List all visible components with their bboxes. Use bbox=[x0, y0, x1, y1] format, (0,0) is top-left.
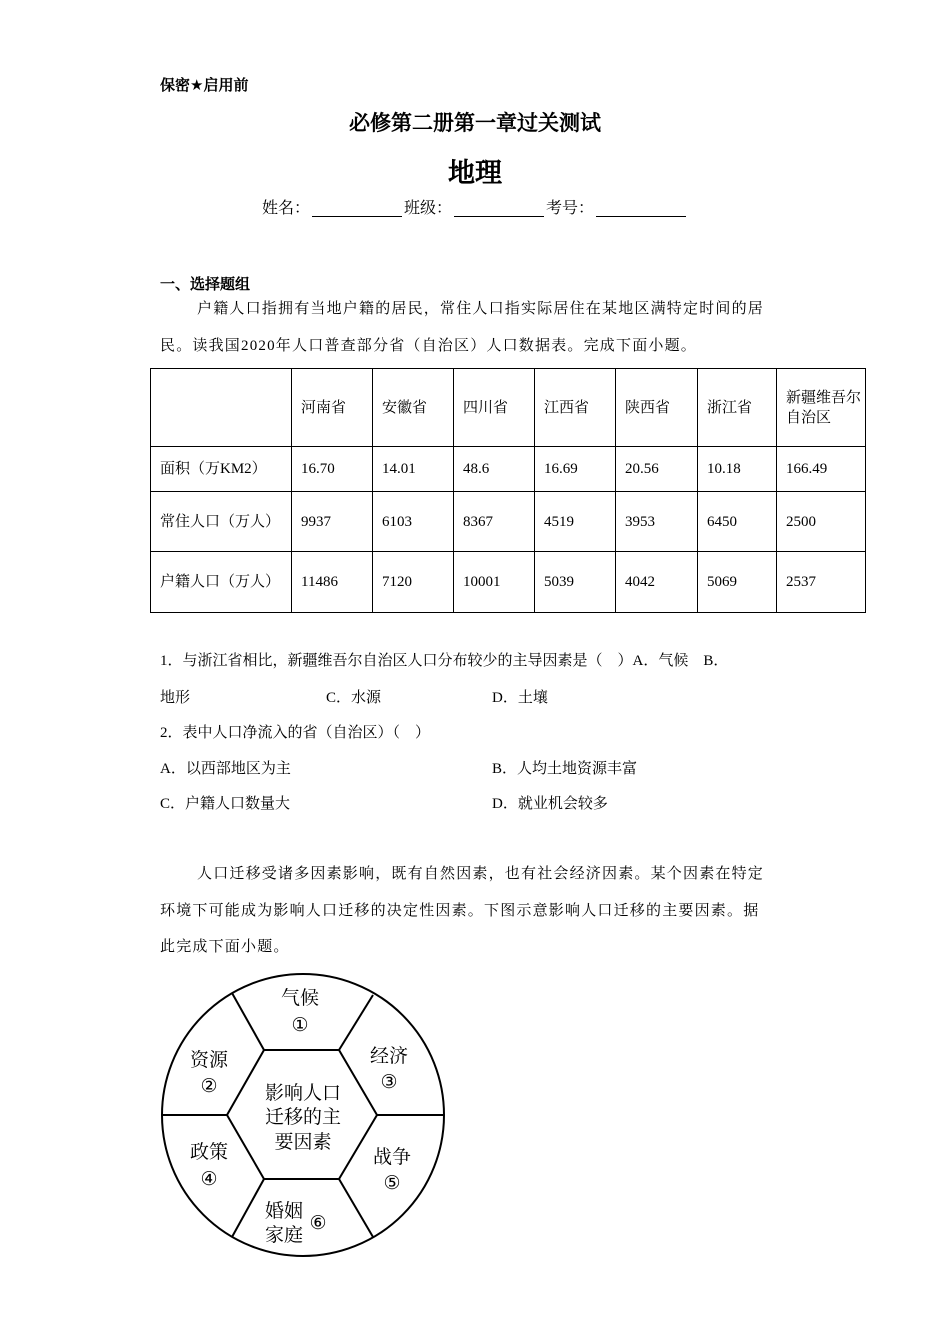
question-1-option-b-cont: 地形 bbox=[160, 690, 191, 706]
factor-family: 家庭 bbox=[264, 1225, 304, 1246]
center-text-line3: 要因素 bbox=[274, 1132, 332, 1153]
factor-policy: 政策 bbox=[189, 1142, 229, 1163]
factor-economy-num: ③ bbox=[380, 1072, 398, 1093]
factor-marriage: 婚姻 bbox=[264, 1201, 304, 1222]
exam-title: 必修第二册第一章过关测试 bbox=[349, 112, 601, 135]
row-label: 常住人口（万人） bbox=[151, 492, 292, 552]
table-cell: 14.01 bbox=[373, 447, 454, 492]
factor-policy-num: ④ bbox=[200, 1169, 218, 1190]
factor-marriage-num: ⑥ bbox=[309, 1213, 327, 1234]
table-cell: 5039 bbox=[535, 552, 616, 613]
table-cell: 4519 bbox=[535, 492, 616, 552]
row-label: 户籍人口（万人） bbox=[151, 552, 292, 613]
table-cell: 16.69 bbox=[535, 447, 616, 492]
table-cell: 2537 bbox=[777, 552, 866, 613]
table-cell: 3953 bbox=[616, 492, 698, 552]
question-2-option-c[interactable]: C．户籍人口数量大 bbox=[160, 796, 291, 812]
table-cell: 16.70 bbox=[292, 447, 373, 492]
question-1-option-d[interactable]: D．土壤 bbox=[492, 690, 548, 706]
factor-resources: 资源 bbox=[189, 1050, 229, 1071]
factor-war-num: ⑤ bbox=[383, 1173, 401, 1194]
question-2-option-d[interactable]: D．就业机会较多 bbox=[492, 796, 608, 812]
factor-resources-num: ② bbox=[200, 1076, 218, 1097]
table-cell: 166.49 bbox=[777, 447, 866, 492]
question-2-option-b[interactable]: B．人均土地资源丰富 bbox=[492, 761, 638, 777]
table-cell: 10.18 bbox=[698, 447, 777, 492]
table-cell: 4042 bbox=[616, 552, 698, 613]
header-cell: 江西省 bbox=[535, 369, 616, 447]
table-cell: 11486 bbox=[292, 552, 373, 613]
center-text-line2: 迁移的主 bbox=[264, 1107, 342, 1128]
row-label: 面积（万KM2） bbox=[151, 447, 292, 492]
center-text-line1: 影响人口 bbox=[264, 1083, 342, 1104]
factor-war: 战争 bbox=[372, 1147, 412, 1168]
number-label: 考号： bbox=[546, 200, 595, 217]
table-cell: 5069 bbox=[698, 552, 777, 613]
factor-climate-num: ① bbox=[291, 1015, 309, 1036]
table-cell: 6450 bbox=[698, 492, 777, 552]
question-2-stem: 2．表中人口净流入的省（自治区）（ ） bbox=[160, 725, 431, 741]
intro1-line1: 户籍人口指拥有当地户籍的居民，常住人口指实际居住在某地区满特定时间的居 bbox=[197, 301, 765, 317]
name-label: 姓名： bbox=[262, 200, 311, 217]
question-1-option-c[interactable]: C．水源 bbox=[326, 690, 382, 706]
table-cell: 9937 bbox=[292, 492, 373, 552]
header-cell: 河南省 bbox=[292, 369, 373, 447]
table-cell: 2500 bbox=[777, 492, 866, 552]
header-cell: 陕西省 bbox=[616, 369, 698, 447]
question-1-stem: 1．与浙江省相比，新疆维吾尔自治区人口分布较少的主导因素是（ ）A．气候 B． bbox=[160, 653, 729, 669]
intro1-line2: 民。读我国2020年人口普查部分省（自治区）人口数据表。完成下面小题。 bbox=[160, 338, 698, 354]
header-cell: 安徽省 bbox=[373, 369, 454, 447]
class-label: 班级： bbox=[404, 200, 453, 217]
intro2-line1: 人口迁移受诸多因素影响，既有自然因素，也有社会经济因素。某个因素在特定 bbox=[197, 866, 765, 882]
table-cell: 8367 bbox=[454, 492, 535, 552]
factor-climate: 气候 bbox=[280, 988, 320, 1009]
header-cell: 新疆维吾尔自治区 bbox=[777, 369, 866, 447]
table-cell: 10001 bbox=[454, 552, 535, 613]
subject-title: 地理 bbox=[448, 158, 502, 188]
confidential-label: 保密★启用前 bbox=[160, 77, 249, 94]
table-cell: 6103 bbox=[373, 492, 454, 552]
header-cell: 浙江省 bbox=[698, 369, 777, 447]
table-cell: 48.6 bbox=[454, 447, 535, 492]
section-title: 一、选择题组 bbox=[160, 276, 251, 293]
intro2-line2: 环境下可能成为影响人口迁移的决定性因素。下图示意影响人口迁移的主要因素。据 bbox=[160, 903, 760, 919]
factor-economy: 经济 bbox=[369, 1046, 409, 1067]
intro2-line3: 此完成下面小题。 bbox=[160, 939, 290, 955]
table-cell: 7120 bbox=[373, 552, 454, 613]
header-cell: 四川省 bbox=[454, 369, 535, 447]
question-2-option-a[interactable]: A．以西部地区为主 bbox=[160, 761, 291, 777]
table-cell: 20.56 bbox=[616, 447, 698, 492]
